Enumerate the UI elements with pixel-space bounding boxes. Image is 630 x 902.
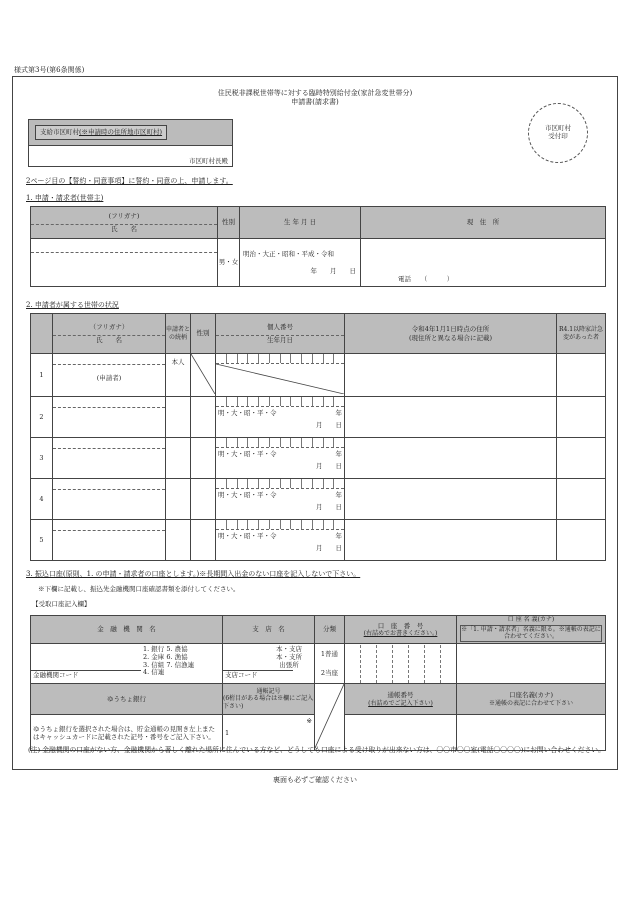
s2-row-gender[interactable] [191,520,216,561]
acct-type-1: 1普通 [320,650,339,659]
type-header: 分類 [315,616,345,644]
s2-md: 月 日 [316,421,342,430]
s2-dob-header: 生年月日 [267,335,293,344]
branch-type-1: 本・支店 [276,645,302,653]
s2-address-input[interactable] [345,438,557,479]
s1-dob-input[interactable] [240,239,361,287]
s2-r4-input[interactable] [557,397,606,438]
yucho-sym-sub: (6桁目がある場合は※欄にご記入下さい) [223,695,314,710]
payee-label: 支給市区町村 [40,128,79,137]
s2-address-h2: (現住所と異なる場合に記載) [408,333,493,342]
s2-row-no: 1 [31,354,53,397]
s2-r4-input[interactable] [557,438,606,479]
s2-r4-input[interactable] [557,520,606,561]
s2-md: 月 日 [316,503,342,512]
branch-type-2: 本・支所 [276,652,302,661]
s2-applicant-label: (申請者) [96,374,122,382]
s2-row-dob[interactable] [216,438,345,479]
s2-eras: 明・大・昭・平・令 [218,532,277,541]
s2-nen: 年 [335,450,342,459]
acct-header: 口 座 番 号 [377,621,424,630]
s2-r4-input[interactable] [557,479,606,520]
yucho-no-sub: (右詰めでご記入下さい) [368,699,433,707]
s1-gender-options[interactable]: 男・女 [218,239,240,287]
yucho-sym: 通帳記号 [256,687,281,695]
acct-type[interactable] [315,644,345,684]
s2-row-relation[interactable] [166,397,191,438]
branch-type-3: 出張所 [279,660,299,669]
payee-mayor: 市区町村長殿 [189,156,228,165]
household-table [30,313,606,561]
stamp-line1: 市区町村 [545,124,571,132]
section2-heading: 2. 申請者が属する世帯の状況 [26,301,119,309]
title-line1: 住民税非課税世帯等に対する臨時特別給付金(家計急変世帯分) [217,89,413,97]
s1-name-input[interactable] [31,239,218,287]
s2-relation-self: 本人 [166,354,191,397]
s1-ymd: 年 月 日 [310,267,356,275]
s2-row-relation[interactable] [166,438,191,479]
s2-furigana: （フリガナ） [53,323,165,336]
s2-row-gender[interactable] [191,397,216,438]
stamp-line2: 受付印 [548,132,568,141]
s1-eras: 明治・大正・昭和・平成・令和 [243,249,334,258]
acct-sub: (右詰めでお書きください。) [363,629,438,637]
branch-input[interactable] [223,644,315,684]
yucho-note: ゆうちょ銀行を選択された場合は、貯金通帳の見開き左上またはキャッシュカードに記載された記号・番号をご記入下さい。 [31,715,223,751]
s1-furigana: (フリガナ) [31,212,217,225]
s2-eras: 明・大・昭・平・令 [218,409,277,418]
s2-relation-header: 申請者との続柄 [166,314,191,354]
s2-row-gender[interactable] [191,479,216,520]
s2-row-no: 5 [31,520,53,561]
s3-sub: 【受取口座記入欄】 [32,600,91,608]
applicant-table [30,206,606,287]
s1-address-header: 現 住 所 [361,207,606,239]
branch-header: 支 店 名 [223,616,315,644]
yucho-star: ※ [306,717,312,726]
s2-row-name[interactable] [53,354,166,397]
bank-name-input[interactable] [31,644,223,684]
bank-header: 金 融 機 関 名 [31,616,223,644]
yucho-header: ゆうちょ銀行 [31,684,223,715]
s1-name-header: 氏 名 [111,224,137,233]
holder-input[interactable] [457,644,606,684]
yucho-holder-header: 口座名義(カナ) [508,691,554,700]
s2-nen: 年 [335,491,342,500]
yucho-no-header: 通帳番号 [387,691,414,700]
s2-address-input[interactable] [345,397,557,438]
s2-gender-header: 性別 [191,314,216,354]
s2-row-gender[interactable] [191,438,216,479]
s2-row-name[interactable] [53,438,166,479]
s2-row-no: 2 [31,397,53,438]
s2-personal-no-cells[interactable] [216,354,345,397]
s1-address-input[interactable] [361,239,606,287]
bank-type-4: 4. 信連 [143,668,165,677]
form-title [0,89,630,108]
s2-row-relation[interactable] [166,520,191,561]
payee-label-box [35,125,167,139]
bank-code-label: 金融機関コード [33,671,79,679]
s2-row-dob[interactable] [216,479,345,520]
s1-phone: 電話 （ ） [398,274,454,283]
yucho-sym-header [223,684,315,715]
s2-row-dob[interactable] [216,520,345,561]
title-line2: 申請書(請求書) [291,98,339,107]
payee-label-sub: (※申請時の住所地市区町村) [79,128,163,137]
holder-header: 口 座 名 義(カナ) [507,616,555,624]
s2-nen: 年 [335,409,342,418]
s2-row-no: 4 [31,479,53,520]
acct-no-input[interactable] [345,644,457,684]
s2-address-input[interactable] [345,479,557,520]
s2-row-dob[interactable] [216,397,345,438]
s1-dob-header: 生 年 月 日 [240,207,361,239]
back-note: 裏面も必ずご確認ください [273,776,357,784]
s2-row-no: 3 [31,438,53,479]
s2-address-h1: 令和4年1月1日時点の住所 [411,325,490,334]
s2-personal-no-header: 個人番号 [216,323,344,336]
s1-gender-header: 性別 [218,207,240,239]
yucho-one: 1 [225,728,230,737]
s2-row-name[interactable] [53,520,166,561]
s2-eras: 明・大・昭・平・令 [218,491,277,500]
pledge-note: 2ページ目の【誓約・同意事項】に誓約・同意の上、申請します。 [26,177,233,185]
s3-note: ※下欄に記載し、振込先金融機関口座確認書類を添付してください。 [38,585,240,593]
s2-address-input[interactable] [345,520,557,561]
s2-md: 月 日 [316,544,342,553]
reception-stamp [528,103,588,163]
s2-row-relation[interactable] [166,479,191,520]
s2-row-name[interactable] [53,479,166,520]
s2-name-header: 氏 名 [96,335,122,344]
branch-code-label: 支店コード [223,670,293,683]
footnote: (注) 金融機関の口座がない方、金融機関から著しく離れた場所に住んでいる方など、どうしても口座による受け取りが出来ない方は、〇〇市〇〇室(電話〇〇〇〇)にお問い合わせください。 [28,746,605,754]
bank-type-3: 3. 信組 7. 信漁連 [143,660,195,669]
s2-r4-input[interactable] [557,354,606,397]
form-number: 様式第3号(第6条関係) [14,66,85,74]
payee-box [28,119,233,167]
section1-heading: 1. 申請・請求者(世帯主) [26,194,104,202]
s2-r4-header: R4.1以降家計急変があった者 [557,314,606,354]
holder-sub: ※「1. 申請・請求者」名義に限る。※通帳の表記に合わせてください。 [461,625,601,641]
s2-eras: 明・大・昭・平・令 [218,450,277,459]
s2-md: 月 日 [316,462,342,471]
acct-type-2: 2当座 [320,668,339,677]
bank-type-1: 1. 銀行 5. 農協 [143,645,188,653]
bank-type-2: 2. 金庫 6. 漁協 [143,652,188,661]
s2-row-name[interactable] [53,397,166,438]
yucho-slash [315,684,345,751]
s2-address-input[interactable] [345,354,557,397]
section3-heading [26,570,360,579]
yucho-holder-sub: ※通帳の表記に合わせて下さい [488,699,573,707]
s2-gender-slash [191,354,216,397]
bank-table [30,615,606,751]
s2-nen: 年 [335,532,342,541]
s3-heading-text: 3. 振込口座(原則、1. の申請・請求者の口座とします。)※長期間入出金のない口座を記入しないで下さい。 [26,570,361,578]
